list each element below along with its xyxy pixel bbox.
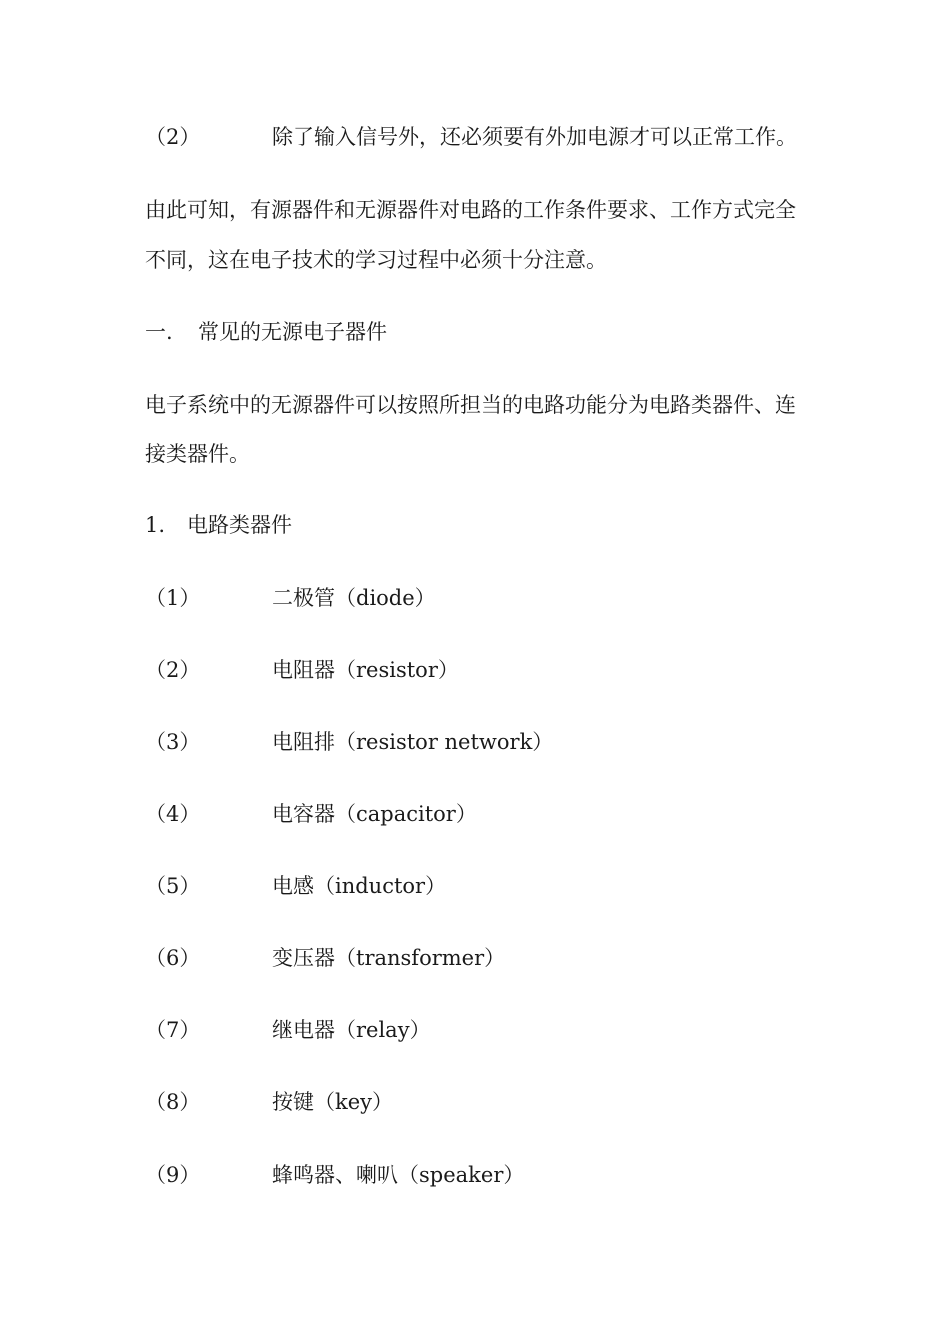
item-text: 除了输入信号外，还必须要有外加电源才可以正常工作。 xyxy=(272,125,797,149)
item-number: （2） xyxy=(145,125,201,149)
item-number: （3） xyxy=(145,730,201,754)
subsection-number: 1. xyxy=(145,513,166,537)
paragraph-line: 不同，这在电子技术的学习过程中必须十分注意。 xyxy=(145,248,607,272)
item-number: （4） xyxy=(145,802,201,826)
paragraph-line: 由此可知，有源器件和无源器件对电路的工作条件要求、工作方式完全 xyxy=(145,198,796,222)
paragraph-line: 电子系统中的无源器件可以按照所担当的电路功能分为电路类器件、连 xyxy=(145,393,796,417)
item-text: 二极管（diode） xyxy=(272,586,436,610)
item-number: （5） xyxy=(145,874,201,898)
item-number: （9） xyxy=(145,1163,201,1187)
item-text: 按键（key） xyxy=(272,1090,394,1114)
subsection-title: 电路类器件 xyxy=(187,513,292,537)
section-number: 一. xyxy=(145,320,173,344)
item-text: 电感（inductor） xyxy=(272,874,447,898)
item-text: 继电器（relay） xyxy=(272,1018,431,1042)
item-number: （2） xyxy=(145,658,201,682)
item-text: 电阻排（resistor network） xyxy=(272,730,554,754)
item-number: （7） xyxy=(145,1018,201,1042)
item-number: （8） xyxy=(145,1090,201,1114)
item-number: （1） xyxy=(145,586,201,610)
item-text: 电容器（capacitor） xyxy=(272,802,477,826)
section-title: 常见的无源电子器件 xyxy=(198,320,387,344)
item-text: 蜂鸣器、喇叭（speaker） xyxy=(272,1163,525,1187)
item-text: 变压器（transformer） xyxy=(272,946,506,970)
item-text: 电阻器（resistor） xyxy=(272,658,459,682)
item-number: （6） xyxy=(145,946,201,970)
paragraph-line: 接类器件。 xyxy=(145,442,250,466)
